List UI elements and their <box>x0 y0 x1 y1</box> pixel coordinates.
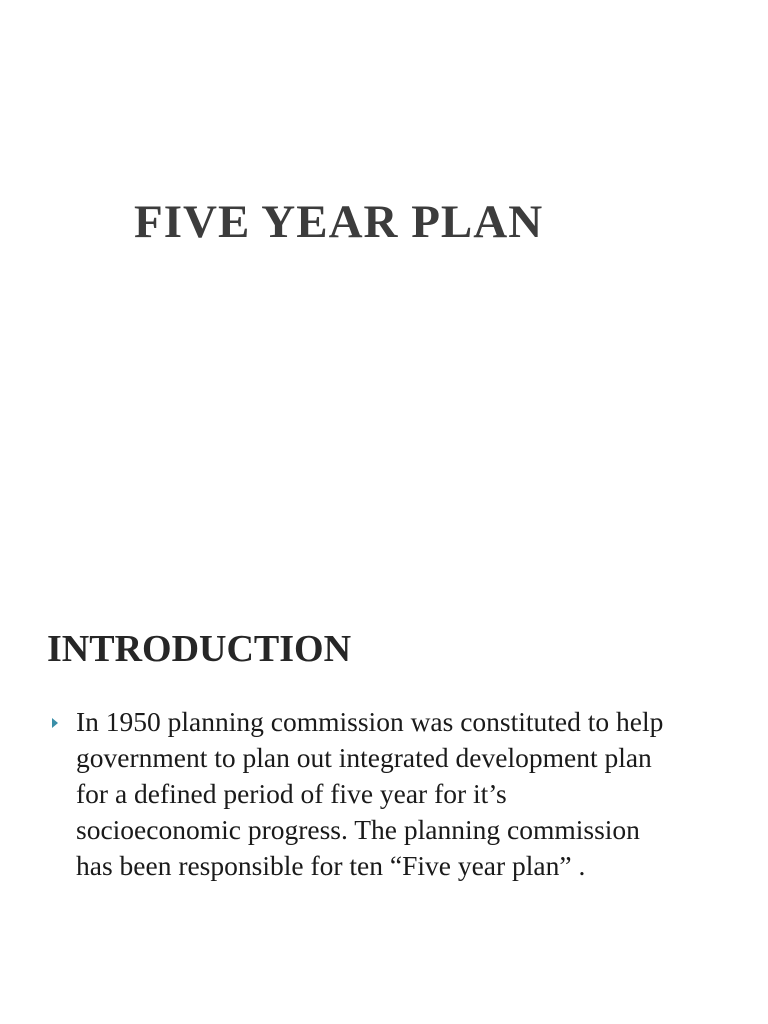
triangle-bullet-icon <box>52 718 58 728</box>
introduction-bullet-list <box>52 704 752 884</box>
bullet-paragraph <box>76 704 752 884</box>
introduction-heading: INTRODUCTION <box>47 628 352 670</box>
bullet-line: socioeconomic progress. The planning commission <box>76 814 640 845</box>
bullet-line: has been responsible for ten “Five year plan” . <box>76 850 586 881</box>
slide-title: FIVE YEAR PLAN <box>134 196 544 248</box>
bullet-line: In 1950 planning commission was constituted to help <box>76 706 664 737</box>
bullet-line: for a defined period of five year for it’s <box>76 778 507 809</box>
list-item <box>52 704 752 884</box>
bullet-line: government to plan out integrated development plan <box>76 742 652 773</box>
